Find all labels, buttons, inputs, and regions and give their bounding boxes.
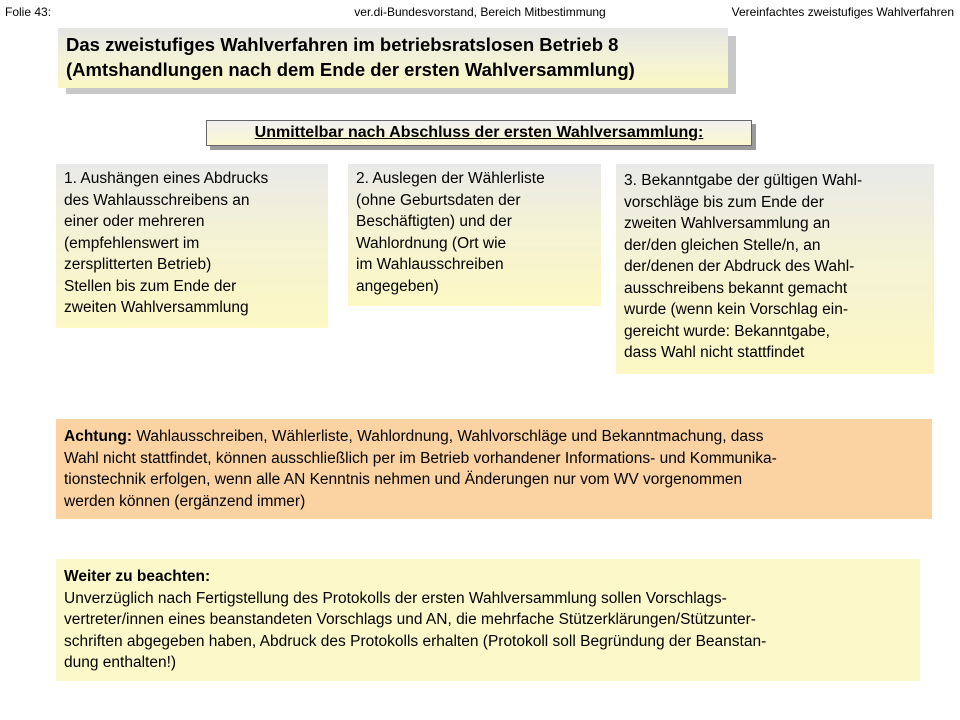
header-organization: ver.di-Bundesvorstand, Bereich Mitbestimmung — [354, 5, 606, 19]
note-line-3: schriften abgegeben haben, Abdruck des Protokolls erhalten (Protokoll soll Begründung der Beanstan- — [64, 632, 767, 650]
note-box — [56, 559, 920, 681]
warning-line-3: tionstechnik erfolgen, wenn alle AN Kenntnis nehmen und Änderungen nur vom WV vorgenommen — [64, 471, 743, 488]
warning-line-2: Wahl nicht stattfindet, können ausschließlich per im Betrieb vorhandener Informations- und Kommunika- — [64, 449, 777, 467]
header-topic: Vereinfachtes zweistufiges Wahlverfahren — [731, 5, 954, 19]
warning-label: Achtung: — [64, 428, 133, 445]
step-3-box: 3. Bekanntgabe der gültigen Wahl- vorschläge bis zum Ende der zweiten Wahlversammlung an der/den gleichen Stelle/n, an der/denen der Abdruck des Wahl- ausschreibens bekannt gemacht wurde (wenn kein Vorschlag ein- gereicht wurde: Bekanntgabe, dass Wahl nicht stattfindet — [616, 164, 934, 374]
note-line-1: Unverzüglich nach Fertigstellung des Protokolls der ersten Wahlversammlung sollen Vorschlags- — [64, 589, 727, 607]
slide-title-line-2: (Amtshandlungen nach dem Ende der ersten Wahlversammlung) — [66, 59, 635, 80]
slide-title-line-1: Das zweistufiges Wahlverfahren im betriebsratslosen Betrieb 8 — [66, 34, 619, 55]
section-heading — [206, 120, 752, 146]
warning-line-1-text: Wahlausschreiben, Wählerliste, Wahlordnung, Wahlvorschläge und Bekanntmachung, dass — [132, 428, 764, 445]
warning-line-1 — [64, 426, 924, 448]
step-1-box: 1. Aushängen eines Abdrucks des Wahlausschreibens an einer oder mehreren (empfehlenswert im zersplitterten Betrieb) Stellen bis zum Ende der zweiten Wahlversammlung — [56, 164, 328, 328]
slide-title — [58, 28, 728, 88]
note-line-4: dung enthalten!) — [64, 654, 177, 671]
step-2-box: 2. Auslegen der Wählerliste (ohne Geburtsdaten der Beschäftigten) und der Wahlordnung (Ort wie im Wahlausschreiben angegeben) — [348, 164, 601, 306]
note-heading: Weiter zu beachten: — [64, 568, 211, 585]
section-heading-text: Unmittelbar nach Abschluss der ersten Wahlversammlung: — [254, 124, 704, 141]
note-line-2: vertreter/innen eines beanstandeten Vorschlags und AN, die mehrfache Stützerklärungen/Stützunter- — [64, 611, 756, 628]
warning-line-4: werden können (ergänzend immer) — [64, 492, 306, 510]
header-slide-label: Folie 43: — [5, 5, 52, 19]
warning-box — [56, 419, 932, 519]
